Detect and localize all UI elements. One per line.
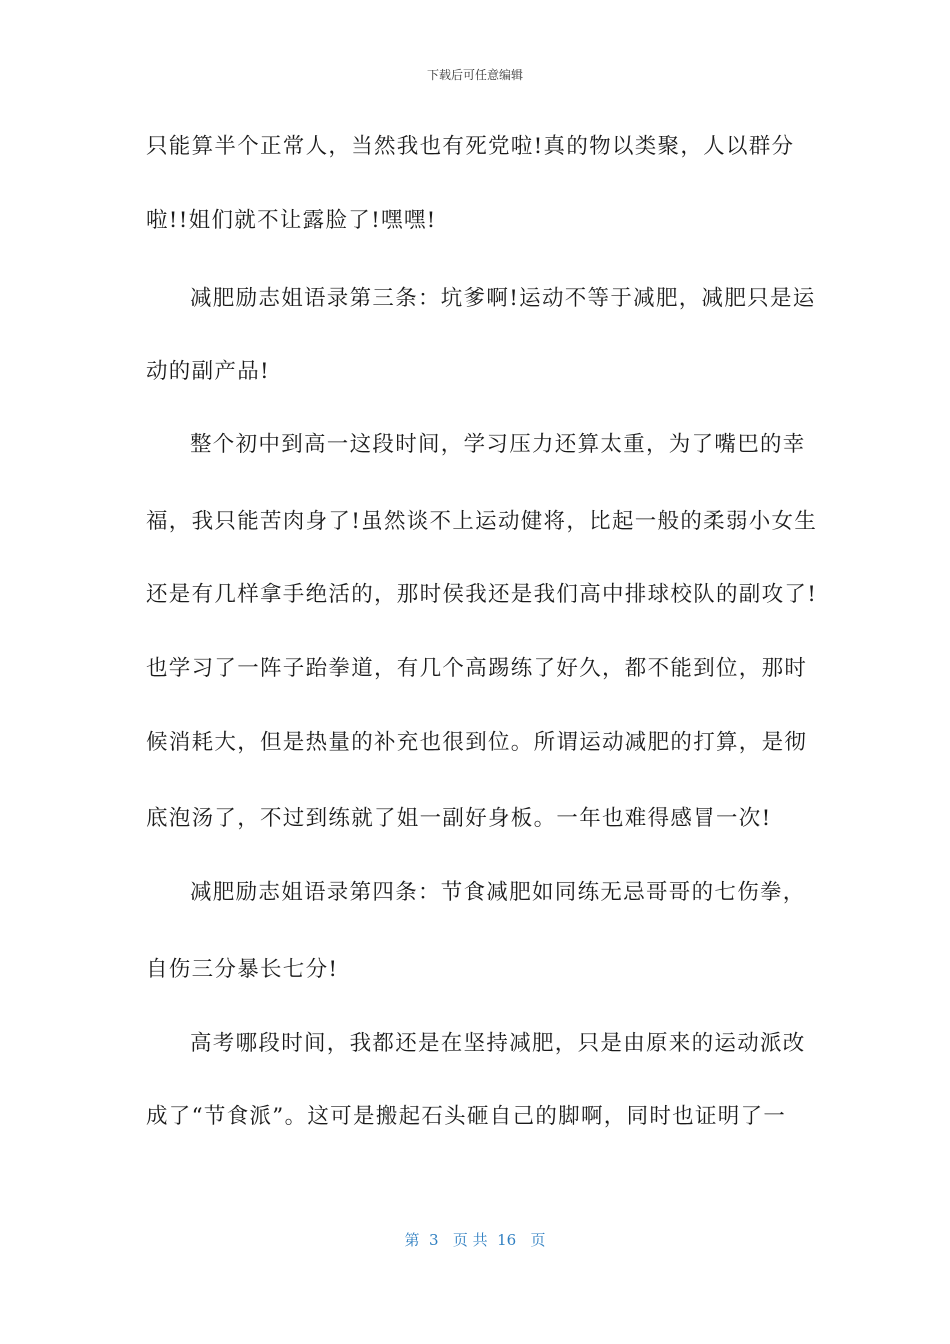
text-line: 高考哪段时间，我都还是在坚持减肥，只是由原来的运动派改 [190, 1031, 806, 1056]
text-line: 底泡汤了，不过到练就了姐一副好身板。一年也难得感冒一次! [146, 806, 772, 831]
text-line: 还是有几样拿手绝活的，那时侯我还是我们高中排球校队的副攻了! [146, 582, 818, 607]
text-line: 福，我只能苦肉身了!虽然谈不上运动健将，比起一般的柔弱小女生 [146, 509, 818, 534]
text-line: 也学习了一阵子跆拳道，有几个高踢练了好久，都不能到位，那时 [146, 656, 808, 681]
text-line: 动的副产品! [146, 359, 270, 384]
text-line: 只能算半个正常人，当然我也有死党啦!真的物以类聚，人以群分 [146, 134, 795, 159]
text-line: 自伤三分暴长七分! [146, 957, 339, 982]
page-header: 下载后可任意编辑 [426, 68, 523, 82]
text-line: 啦!!姐们就不让露脸了!嘿嘿! [146, 208, 437, 233]
text-line: 减肥励志姐语录第四条：节食减肥如同练无忌哥哥的七伤拳， [190, 880, 806, 905]
text-line: 整个初中到高一这段时间，学习压力还算太重，为了嘴巴的幸 [190, 432, 806, 457]
text-line: 成了“节食派”。这可是搬起石头砸自己的脚啊，同时也证明了一 [146, 1104, 787, 1129]
page-footer: 第 3 页 共 16 页 [404, 1231, 546, 1249]
text-line: 候消耗大，但是热量的补充也很到位。所谓运动减肥的打算，是彻 [146, 730, 808, 755]
text-line: 减肥励志姐语录第三条：坑爹啊!运动不等于减肥，减肥只是运 [190, 286, 816, 311]
